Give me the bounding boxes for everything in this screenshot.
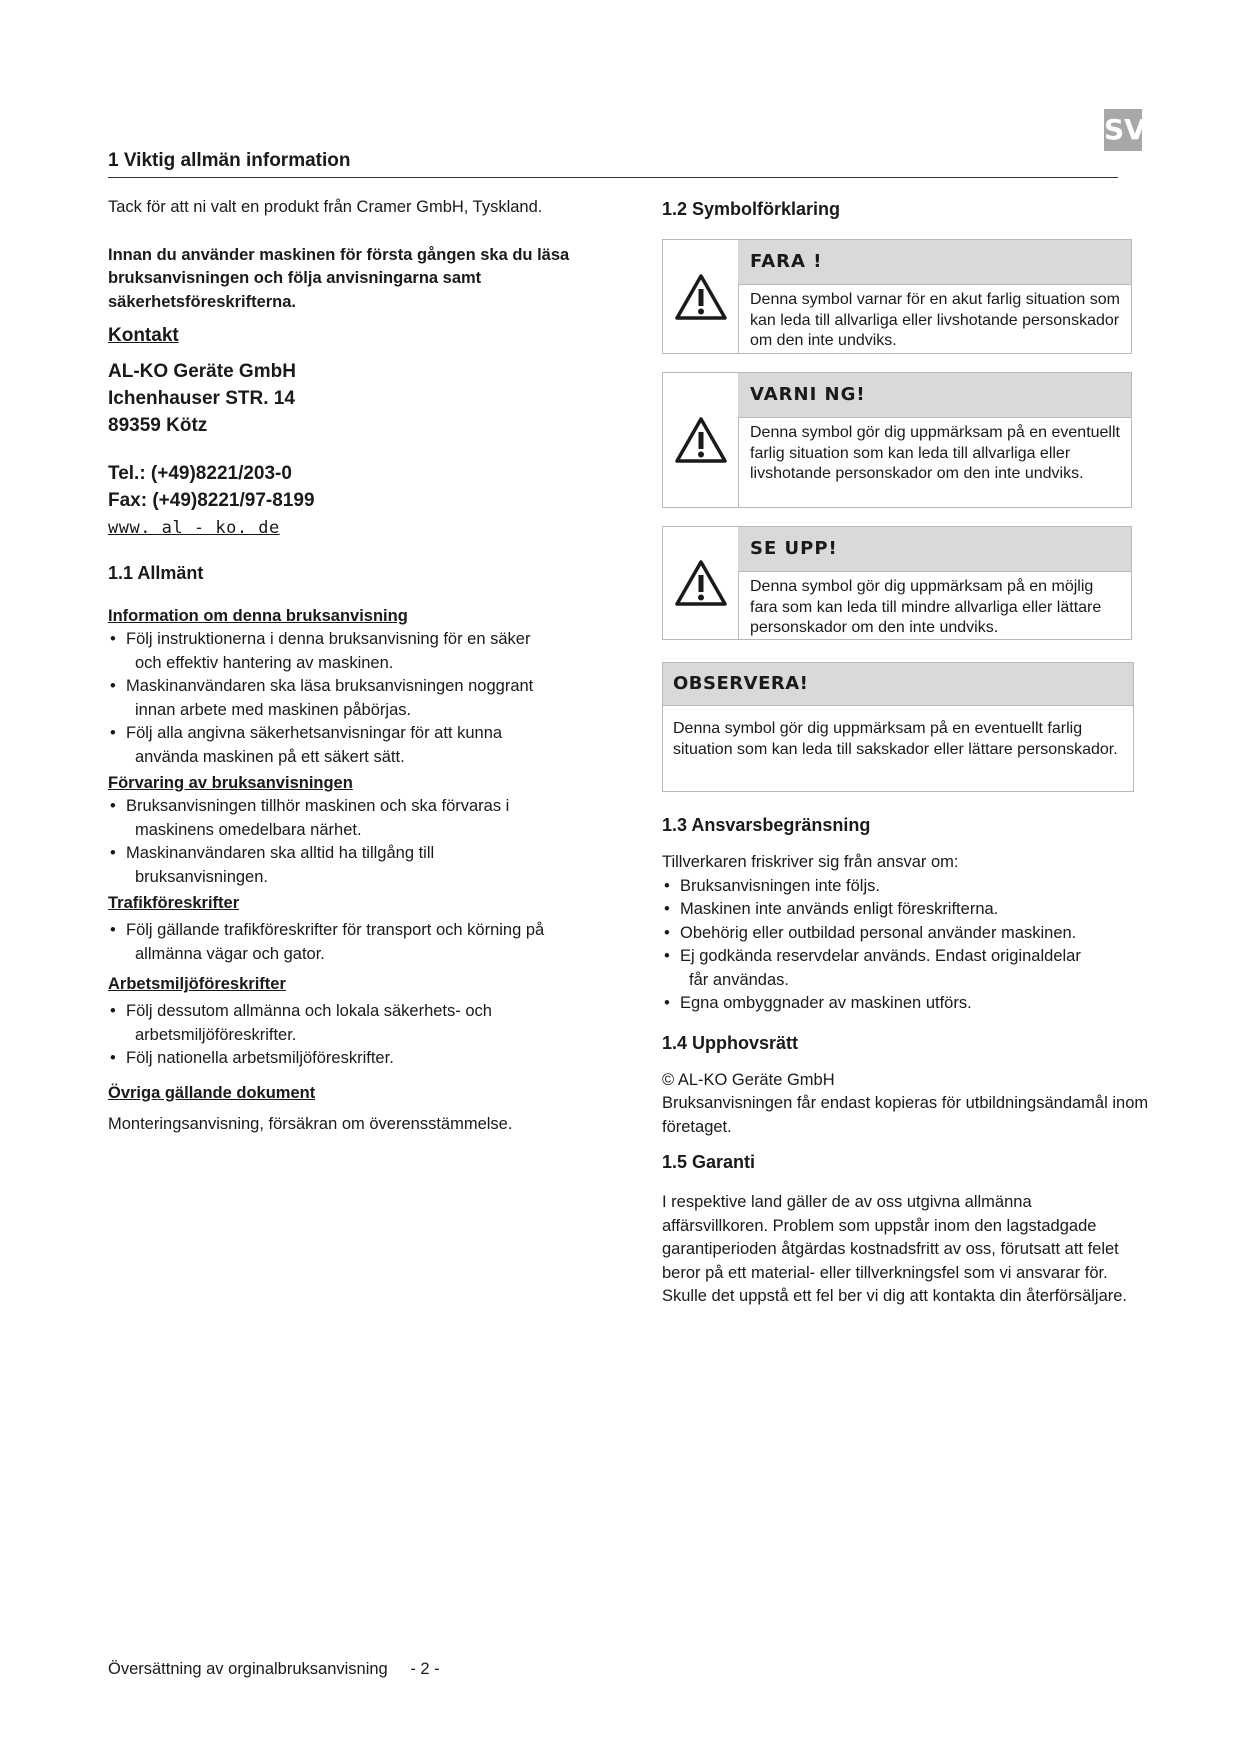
info-heading: Information om denna bruksanvisning bbox=[108, 607, 408, 625]
notice-description: Denna symbol gör dig uppmärksam på en eventuellt farlig situation som kan leda till sakskador eller lättare personskador. bbox=[673, 720, 1118, 758]
list-item-text: Ej godkända reservdelar används. Endast originaldelar bbox=[680, 947, 1081, 965]
page-number: - 2 - bbox=[410, 1660, 440, 1678]
list-item-text: Maskinanvändaren ska alltid ha tillgång till bbox=[126, 844, 435, 862]
list-item bbox=[662, 945, 1142, 992]
phone-number: Tel.: (+49)8221/203-0 bbox=[108, 463, 292, 484]
caution-icon-cell bbox=[663, 527, 739, 639]
danger-icon-cell bbox=[663, 240, 739, 353]
street-address: Ichenhauser STR. 14 bbox=[108, 388, 295, 409]
list-item-text: Maskinen inte används enligt föreskrifterna. bbox=[680, 900, 999, 918]
list-item bbox=[108, 1000, 613, 1047]
work-environment-list bbox=[108, 1000, 613, 1071]
caution-heading: SE UPP! bbox=[738, 527, 1131, 572]
warning-symbol-box bbox=[662, 372, 1132, 508]
list-item-continuation: får användas. bbox=[689, 970, 789, 989]
liability-list bbox=[662, 875, 1142, 1016]
list-item bbox=[108, 722, 613, 769]
notice-symbol-box bbox=[662, 662, 1134, 792]
danger-heading: FARA ! bbox=[738, 240, 1131, 285]
list-item bbox=[108, 628, 613, 675]
list-item-continuation: och effektiv hantering av maskinen. bbox=[135, 653, 394, 672]
section-title: 1 Viktig allmän information bbox=[108, 150, 351, 171]
list-item bbox=[662, 922, 1142, 946]
list-item-text: Egna ombyggnader av maskinen utförs. bbox=[680, 994, 972, 1012]
list-item-text: Obehörig eller outbildad personal använder maskinen. bbox=[680, 923, 1077, 942]
traffic-list bbox=[108, 919, 613, 966]
list-item bbox=[108, 795, 613, 842]
list-item-text: Följ alla angivna säkerhetsanvisningar för att kunna bbox=[126, 724, 503, 742]
list-item-continuation: använda maskinen på ett säkert sätt. bbox=[135, 747, 405, 766]
storage-list bbox=[108, 795, 613, 889]
subsection-title-1-5: 1.5 Garanti bbox=[662, 1152, 756, 1172]
subsection-title-1-1: 1.1 Allmänt bbox=[108, 563, 204, 583]
list-item-continuation: arbetsmiljöföreskrifter. bbox=[135, 1025, 297, 1044]
liability-intro: Tillverkaren friskriver sig från ansvar om: bbox=[662, 853, 959, 871]
language-badge: SV bbox=[1104, 109, 1142, 151]
warning-description: Denna symbol gör dig uppmärksam på en eventuellt farlig situation som kan leda till allvarliga eller livshotande personskador om den inte undviks. bbox=[750, 424, 1120, 482]
storage-heading: Förvaring av bruksanvisningen bbox=[108, 774, 353, 792]
subsection-title-1-3: 1.3 Ansvarsbegränsning bbox=[662, 815, 871, 835]
intro-text: Tack för att ni valt en produkt från Cramer GmbH, Tyskland. bbox=[108, 198, 543, 216]
list-item-continuation: innan arbete med maskinen påbörjas. bbox=[135, 700, 412, 719]
info-list bbox=[108, 628, 613, 769]
work-environment-heading: Arbetsmiljöföreskrifter bbox=[108, 975, 286, 993]
list-item-continuation: allmänna vägar och gator. bbox=[135, 944, 325, 963]
warning-triangle-icon bbox=[674, 416, 728, 464]
website-link[interactable]: www. al - ko. de bbox=[108, 518, 280, 538]
list-item bbox=[662, 898, 1142, 922]
city-address: 89359 Kötz bbox=[108, 415, 208, 436]
list-item bbox=[662, 875, 1142, 899]
section-divider bbox=[108, 177, 1118, 178]
traffic-heading: Trafikföreskrifter bbox=[108, 894, 240, 912]
caution-description: Denna symbol gör dig uppmärksam på en möjlig fara som kan leda till mindre allvarliga eller lättare personskador om den inte undviks. bbox=[750, 578, 1102, 636]
warranty-text: I respektive land gäller de av oss utgivna allmänna affärsvillkoren. Problem som uppstår inom den lagstadgade garantiperioden åtgärdas kostnadsfritt av oss, förutsatt att felet beror på ett material- eller tillverkningsfel som vi ansvarar för. Skulle det uppstå ett fel ber vi dig att kontakta din återförsäljare. bbox=[662, 1193, 1128, 1305]
fax-number: Fax: (+49)8221/97-8199 bbox=[108, 490, 315, 511]
list-item-text: Maskinanvändaren ska läsa bruksanvisningen noggrant bbox=[126, 677, 534, 695]
page-footer bbox=[108, 1660, 440, 1679]
list-item bbox=[108, 919, 613, 966]
list-item-text: Bruksanvisningen inte följs. bbox=[680, 876, 880, 895]
warning-heading: VARNI NG! bbox=[738, 373, 1131, 418]
other-documents-heading: Övriga gällande dokument bbox=[108, 1083, 316, 1102]
right-column-lower bbox=[662, 812, 1149, 1309]
list-item bbox=[108, 675, 613, 722]
list-item-continuation: bruksanvisningen. bbox=[135, 867, 268, 886]
left-column bbox=[108, 196, 613, 1136]
footer-text: Översättning av orginalbruksanvisning bbox=[108, 1660, 388, 1678]
company-name: AL-KO Geräte GmbH bbox=[108, 361, 296, 382]
subsection-title-1-4: 1.4 Upphovsrätt bbox=[662, 1032, 799, 1053]
list-item-text: Följ dessutom allmänna och lokala säkerhets- och bbox=[126, 1002, 492, 1020]
list-item-text: Följ instruktionerna i denna bruksanvisning för en säker bbox=[126, 630, 531, 648]
list-item-continuation: maskinens omedelbara närhet. bbox=[135, 820, 362, 839]
danger-symbol-box bbox=[662, 239, 1132, 354]
contact-heading: Kontakt bbox=[108, 325, 179, 346]
list-item-text: Bruksanvisningen tillhör maskinen och ska förvaras i bbox=[126, 797, 510, 815]
warning-triangle-icon bbox=[674, 273, 728, 321]
list-item bbox=[108, 842, 613, 889]
first-use-warning: Innan du använder maskinen för första gången ska du läsa bruksanvisningen och följa anvisningarna samt säkerhetsföreskrifterna. bbox=[108, 245, 570, 311]
copyright-owner: © AL-KO Geräte GmbH bbox=[662, 1070, 835, 1089]
caution-symbol-box bbox=[662, 526, 1132, 640]
list-item-text: Följ gällande trafikföreskrifter för transport och körning på bbox=[126, 921, 545, 939]
list-item-text: Följ nationella arbetsmiljöföreskrifter. bbox=[126, 1049, 394, 1067]
list-item bbox=[108, 1047, 613, 1071]
other-documents-text: Monteringsanvisning, försäkran om överensstämmelse. bbox=[108, 1114, 513, 1133]
subsection-title-1-2: 1.2 Symbolförklaring bbox=[662, 199, 841, 219]
danger-description: Denna symbol varnar för en akut farlig situation som kan leda till allvarliga eller livshotande personskador om den inte undviks. bbox=[750, 291, 1120, 349]
list-item bbox=[662, 992, 1142, 1016]
warning-icon-cell bbox=[663, 373, 739, 507]
warning-triangle-icon bbox=[674, 559, 728, 607]
notice-heading: OBSERVERA! bbox=[663, 663, 1133, 706]
copyright-text: Bruksanvisningen får endast kopieras för utbildningsändamål inom företaget. bbox=[662, 1094, 1149, 1136]
